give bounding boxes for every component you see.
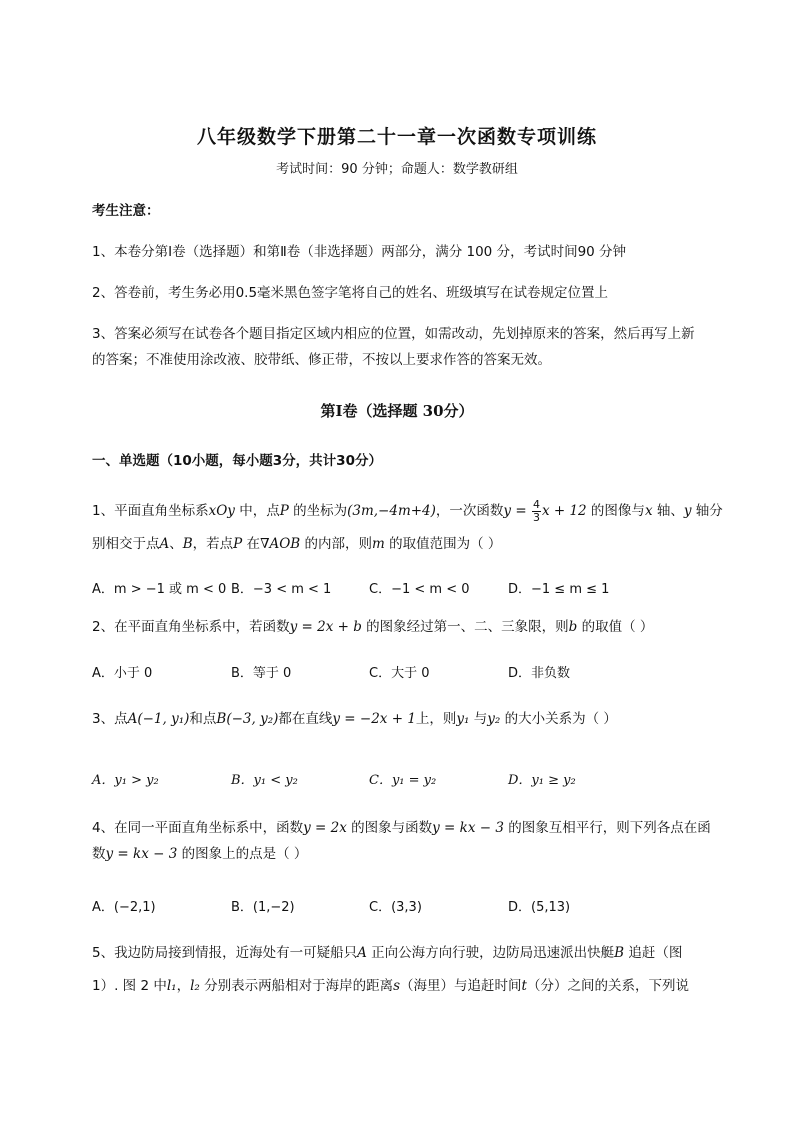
q5-line2: 1）. 图 2 中l₁，l₂ 分别表示两船相对于海岸的距离s（海里）与追赶时间t（分）之间的关系，下列说 [92, 978, 689, 994]
q4-line1: 4、在同一平面直角坐标系中，函数y = 2x 的图象与函数y = kx − 3 的图象互相平行，则下列各点在函 [92, 820, 711, 836]
q3-line1: 3、点A(−1, y₁)和点B(−3, y₂)都在直线y = −2x + 1上，则y₁ 与y₂ 的大小关系为（ ） [92, 711, 617, 727]
q1-line1: 1、平面直角坐标系xOy 中，点P 的坐标为(3m,−4m+4)，一次函数y = $\frac{4}{3}$ x + 12 的图像与x 轴、y 轴分 [92, 497, 723, 524]
page-title: 八年级数学下册第二十一章一次函数专项训练 [196, 126, 597, 148]
q2-option-b: B．等于 0 [231, 666, 292, 681]
q2-option-d: D．非负数 [508, 666, 571, 681]
part-heading: 一、单选题（10小题，每小题3分，共计30分） [92, 453, 382, 469]
q1-option-a: A．m > −1 或 m < 0 [92, 582, 227, 597]
notice-item-3-cont: 的答案；不准使用涂改液、胶带纸、修正带，不按以上要求作答的答案无效。 [92, 352, 551, 368]
q4-option-a: A．(−2,1) [92, 900, 156, 915]
q3-option-d: D．y₁ ≥ y₂ [508, 773, 576, 788]
q2-option-a: A．小于 0 [92, 666, 153, 681]
fraction-4-3: $\frac{4}{3}$ [532, 497, 540, 524]
q4-option-c: C．(3,3) [369, 900, 422, 915]
notice-heading: 考生注意： [92, 203, 160, 219]
q1-option-d: D．−1 ≤ m ≤ 1 [508, 582, 610, 597]
q1-option-b: B．−3 < m < 1 [231, 582, 332, 597]
exam-info: 考试时间：90 分钟；命题人：数学教研组 [276, 162, 518, 177]
q3-option-b: B．y₁ < y₂ [231, 773, 298, 788]
q2-line1: 2、在平面直角坐标系中，若函数y = 2x + b 的图象经过第一、二、三象限，则b 的取值（ ） [92, 619, 654, 635]
notice-item-3: 3、答案必须写在试卷各个题目指定区域内相应的位置，如需改动，先划掉原来的答案，然后再写上新 [92, 326, 695, 342]
q3-option-c: C．y₁ = y₂ [369, 773, 437, 788]
q5-line1: 5、我边防局接到情报，近海处有一可疑船只A 正向公海方向行驶，边防局迅速派出快艇B 追赶（图 [92, 945, 683, 961]
notice-item-2: 2、答卷前，考生务必用0.5毫米黑色签字笔将自己的姓名、班级填写在试卷规定位置上 [92, 285, 609, 301]
q3-option-a: A．y₁ > y₂ [92, 773, 159, 788]
section-title: 第Ⅰ卷（选择题 30分） [320, 402, 474, 420]
q2-option-c: C．大于 0 [369, 666, 430, 681]
q4-option-b: B．(1,−2) [231, 900, 295, 915]
notice-item-1: 1、本卷分第Ⅰ卷（选择题）和第Ⅱ卷（非选择题）两部分，满分 100 分，考试时间90 分钟 [92, 244, 627, 260]
q4-line2: 数y = kx − 3 的图象上的点是（ ） [92, 846, 308, 862]
q1-option-c: C．−1 < m < 0 [369, 582, 470, 597]
q4-option-d: D．(5,13) [508, 900, 571, 915]
q1-line2: 别相交于点A、B，若点P 在∇AOB 的内部，则m 的取值范围为（ ） [92, 536, 502, 552]
